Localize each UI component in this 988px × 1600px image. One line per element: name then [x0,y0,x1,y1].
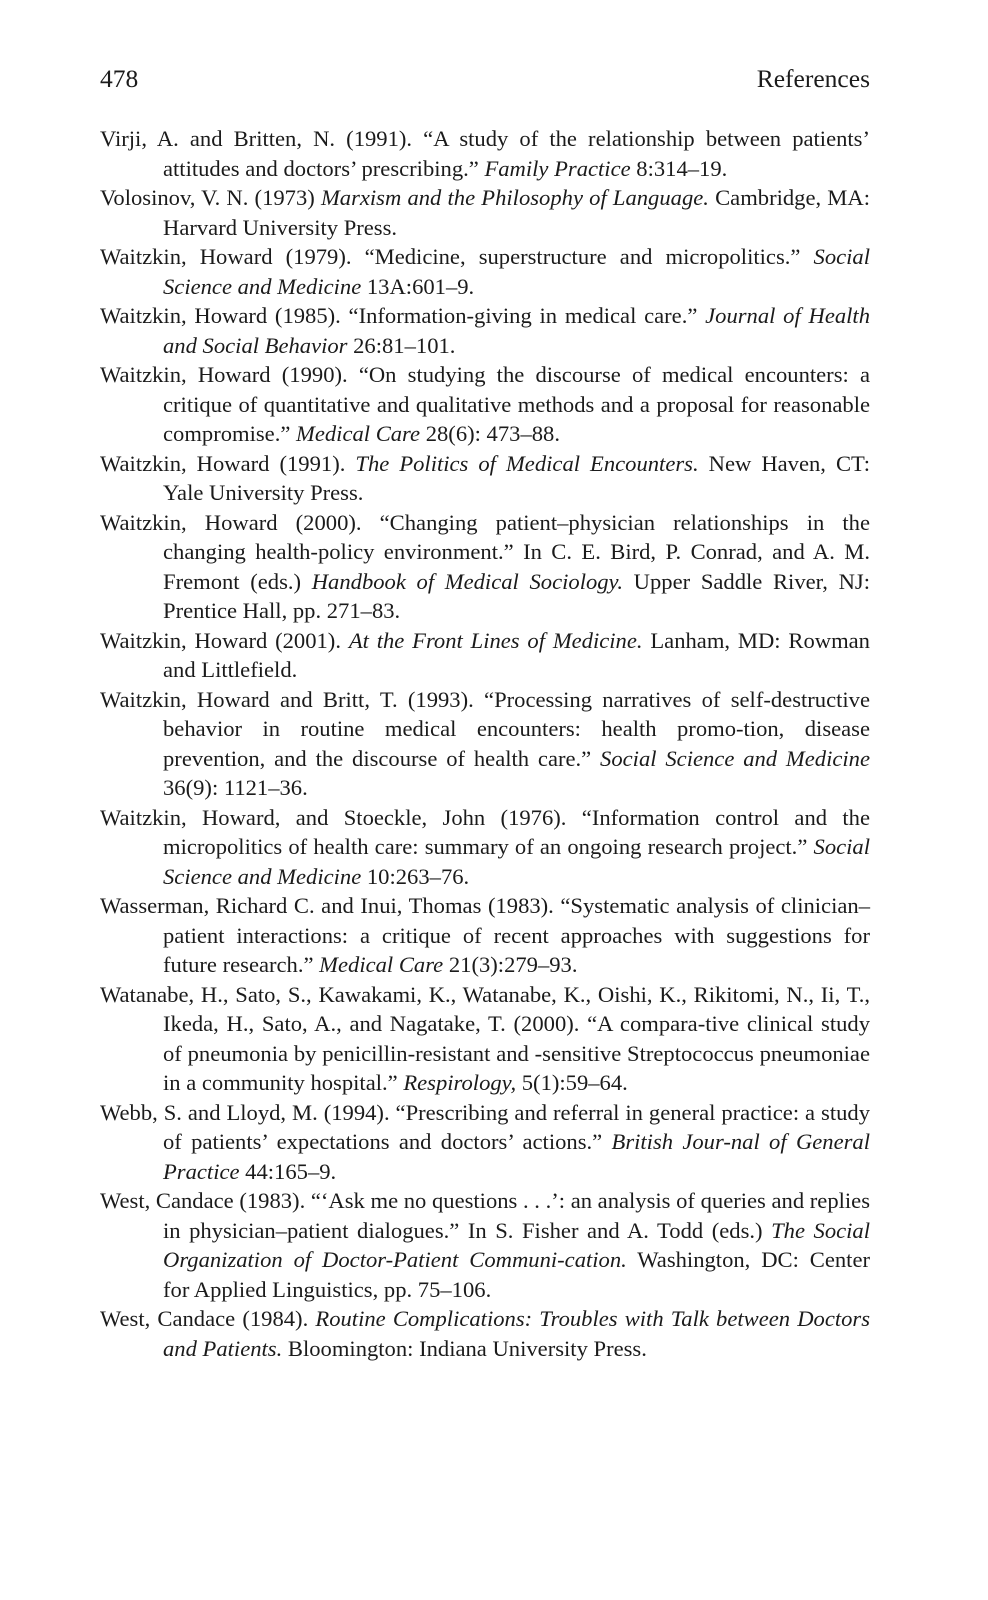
reference-citation: 8:314–19. [630,155,728,181]
reference-entry [100,1304,870,1363]
reference-text: Waitzkin, Howard (1985). “Information-giving in medical care.” [100,303,706,328]
reference-entry [100,980,870,1098]
reference-source-title: Routine Complications: Troubles with Talk between Doctors and Patients. [163,1306,871,1361]
reference-citation: 5(1):59–64. [516,1070,628,1095]
reference-source-title: Social Science and Medicine [600,745,870,771]
reference-text: Virji, A. and Britten, N. (1991). “A study of the relationship between patients’ attitudes and doctors’ prescribing.” [100,126,870,181]
reference-entry [100,301,870,360]
reference-source-title: Handbook of Medical Sociology. [311,568,623,594]
reference-entry [100,685,870,803]
reference-source-title: Respirology, [403,1070,517,1095]
reference-text: Watanabe, H., Sato, S., Kawakami, K., Watanabe, K., Oishi, K., Rikitomi, N., Ii, T., Ikeda, H., Sato, A., and Nagatake, T. (2000). “A compara-tive clinical study of pneumonia by penicillin-resistant and -sensitive Streptococcus pneumoniae in a community hospital.” [100,981,870,1095]
reference-citation: 44:165–9. [239,1158,337,1184]
reference-text: Waitzkin, Howard (1991). [100,450,356,476]
reference-entry [100,183,870,242]
reference-text: Wasserman, Richard C. and Inui, Thomas (1983). “Systematic analysis of clinician–patient interactions: a critique of recent approaches with suggestions for future research.” [100,893,870,977]
reference-text: West, Candace (1983). “‘Ask me no questions . . .’: an analysis of queries and replies in physician–patient dialogues.” In S. Fisher and A. Todd (eds.) [100,1188,870,1243]
reference-entry [100,242,870,301]
reference-entry [100,449,870,508]
reference-citation: Washington, DC: Center for Applied Linguistics, pp. 75–106. [163,1247,870,1302]
reference-entry [100,508,870,626]
reference-text: Webb, S. and Lloyd, M. (1994). “Prescribing and referral in general practice: a study of patients’ expectations and doctors’ actions.” [100,1099,870,1154]
reference-text: West, Candace (1984). [100,1306,316,1331]
reference-citation: 36(9): 1121–36. [163,775,308,800]
reference-citation: 10:263–76. [361,863,470,889]
reference-citation: 28(6): 473–88. [420,421,560,446]
reference-text: Waitzkin, Howard (1990). “On studying the discourse of medical encounters: a critique of quantitative and qualitative methods and a proposal for reasonable compromise.” [100,362,870,446]
reference-entry [100,1098,870,1187]
reference-entry [100,124,870,183]
running-title: References [756,64,870,93]
reference-source-title: Family Practice [484,155,631,181]
reference-source-title: Medical Care [319,952,444,977]
reference-source-title: British Jour-nal of General Practice [163,1129,870,1184]
reference-text: Waitzkin, Howard and Britt, T. (1993). “Processing narratives of self-destructive behavior in routine medical encounters: health promo-tion, disease prevention, and the discourse of health care.” [100,686,870,771]
reference-text: Waitzkin, Howard (2001). [100,627,349,653]
reference-source-title: Social Science and Medicine [163,244,870,299]
reference-source-title: The Social Organization of Doctor-Patient Communi-cation. [163,1217,871,1272]
reference-text: Waitzkin, Howard, and Stoeckle, John (1976). “Information control and the micropolitics of health care: summary of an ongoing research project.” [100,804,870,859]
reference-source-title: Marxism and the Philosophy of Language. [320,185,709,210]
reference-citation: 26:81–101. [347,332,456,358]
reference-citation: Cambridge, MA: Harvard University Press. [163,185,870,240]
reference-citation: 21(3):279–93. [443,952,578,977]
reference-text: Waitzkin, Howard (1979). “Medicine, superstructure and micropolitics.” [100,244,814,269]
reference-citation: Bloomington: Indiana University Press. [282,1335,647,1361]
reference-source-title: Journal of Health and Social Behavior [163,303,870,358]
reference-entry [100,1186,870,1304]
reference-entry [100,891,870,980]
reference-citation: Upper Saddle River, NJ: Prentice Hall, pp. 271–83. [163,568,870,623]
reference-citation: Lanham, MD: Rowman and Littlefield. [163,627,870,682]
reference-text: Volosinov, V. N. (1973) [100,185,321,210]
reference-entry [100,803,870,892]
reference-source-title: Medical Care [296,421,421,446]
reference-source-title: Social Science and Medicine [163,834,870,889]
reference-source-title: At the Front Lines of Medicine. [348,627,643,653]
reference-citation: New Haven, CT: Yale University Press. [163,450,870,505]
reference-entry [100,360,870,449]
reference-citation: 13A:601–9. [361,273,475,299]
reference-source-title: The Politics of Medical Encounters. [355,450,699,476]
page-number: 478 [100,64,139,93]
reference-entry [100,626,870,685]
reference-list [100,124,870,1363]
book-page [100,62,870,1363]
running-header [100,62,870,98]
reference-text: Waitzkin, Howard (2000). “Changing patient–physician relationships in the changing health-policy environment.” In C. E. Bird, P. Conrad, and A. M. Fremont (eds.) [100,509,870,594]
